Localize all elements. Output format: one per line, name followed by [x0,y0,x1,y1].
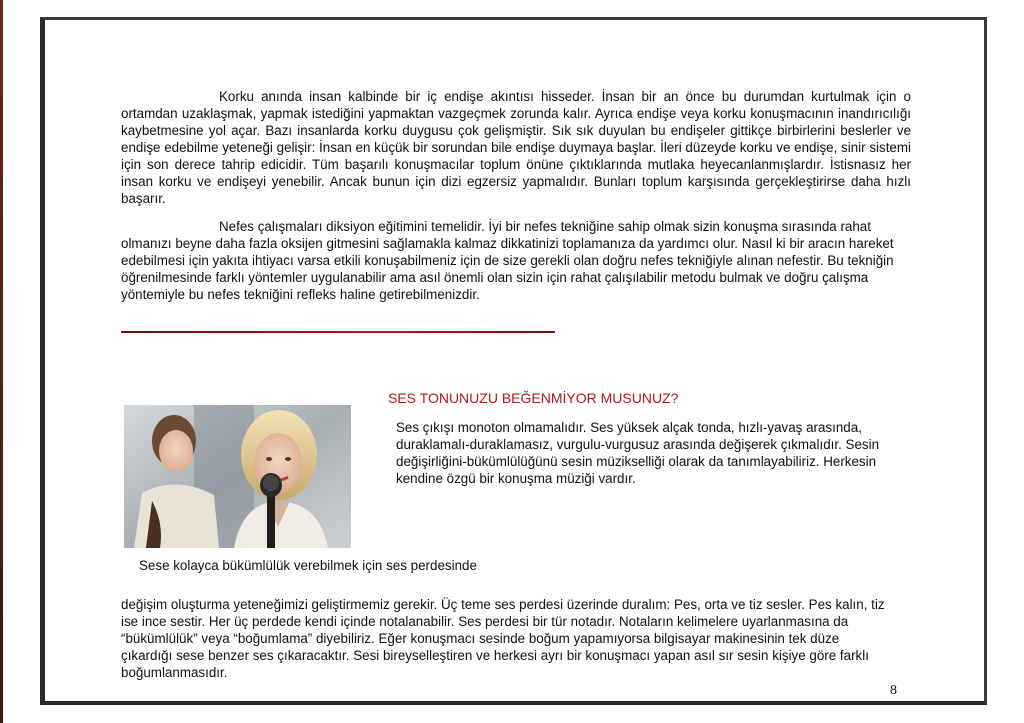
pitch-paragraph: değişim oluşturma yeteneğimizi geliştirmemiz gerekir. Üç teme ses perdesi üzerinde duralım: Pes, orta ve tiz sesler. Pes kalın, tiz ise ince sestir. Her üç perdede kendi içinde notalanabilir. Ses perdesi bir tür notadır. Notaların kelimelere uyarlanmasına da “bükümlülük” veya “boğumlama” diyebiliriz. Eğer konuşmacı sesinde boğum yapamıyorsa bilgisayar makinesinin tek düze çıkardığı sese benzer ses çıkaracaktır. Sesi bireyselleştiren ve herkesi ayrı bir konuşmacı yapan asıl sır sesin kişiye göre farklı boğumlanmasıdır. [121,597,885,680]
breathing-paragraph: Nefes çalışmaları diksiyon eğitimini temelidir. İyi bir nefes tekniğine sahip olmak sizin konuşma sırasında rahat olmanızı beyne daha fazla oksijen gitmesini sağlamakla kalmaz dikkatinizi toplamanıza da yardımcı olur. Nasıl ki bir aracın hareket edebilmesi için yakıta ihtiyacı varsa etkili konuşabilmeniz için de size gerekli olan doğru nefes tekniğiyle alınan nefestir. Bu tekniğin öğrenilmesinde farklı yöntemler uygulanabilir ama asıl önemli olan sizin için rahat çalışılabilir metodu bulmak ve doğru çalışma yöntemiyle bu nefes tekniğini refleks haline getirebilmenizdir. [121,219,894,302]
voice-paragraph: Ses çıkışı monoton olmamalıdır. Ses yüksek alçak tonda, hızlı-yavaş arasında, duraklamalı-duraklamasız, vurgulu-vurgusuz arasında değişerek çıkmalıdır. Sesin değişirliğini-bükümlülüğünü sesin müzikselliği olarak da tanımlayabiliriz. Herkesin kendine özgü bir konuşma müziği vardır. [396,420,880,486]
speaker-photo [124,405,351,548]
pitch-intro-line: Sese kolayca bükümlülük verebilmek için ses perdesinde [139,558,477,573]
section-heading: SES TONUNUZU BEĞENMİYOR MUSUNUZ? [388,390,679,406]
section-divider [121,331,555,333]
page-number: 8 [890,683,897,698]
speaker-photo-illustration [124,405,351,548]
page-edge-strip [0,0,3,723]
intro-paragraph: Korku anında insan kalbinde bir iç endişe akıntısı hisseder. İnsan bir an önce bu durumdan kurtulmak için o ortamdan uzaklaşmak, yapmak istediğini yapmaktan vazgeçmek zorunda kalır. Ayrıca endişe veya korku konuşmacının inandırıcılığı kaybetmesine yol açar. Bazı insanlarda korku duygusu çok gelişmiştir. Sık sık duyulan bu endişeler gittikçe birbirlerini beslerler ve endişe edebilme yeteneği gelişir: İnsan en küçük bir sorundan bile endişe duymaya başlar. İleri düzeyde korku ve endişe, sinir sistemi için son derece tahrip edicidir. Tüm başarılı konuşmacılar toplum önüne çıktıklarında mutlaka heyecanlanmışlardır. İstisnasız her insan korku ve endişeyi yenebilir. Ancak bunun için dizi egzersiz yapmalıdır. Bunları toplum karşısında gerçekleştirirse daha hızlı başarır. [121,89,911,206]
